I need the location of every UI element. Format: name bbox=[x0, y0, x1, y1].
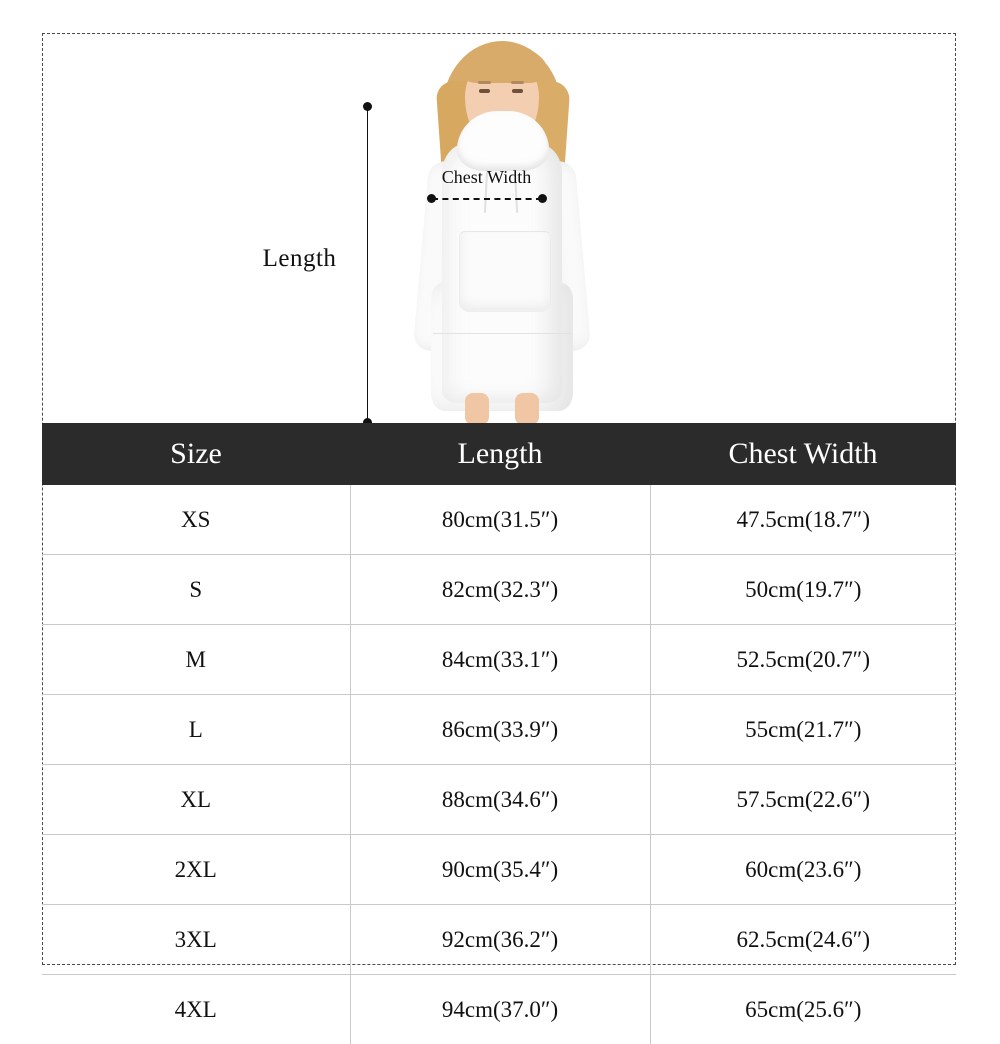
table-row bbox=[42, 555, 956, 625]
cell-chest-width: 47.5cm(18.7″) bbox=[650, 485, 956, 555]
hood-shape bbox=[457, 111, 549, 171]
table-row bbox=[42, 485, 956, 555]
cell-chest-width: 60cm(23.6″) bbox=[650, 835, 956, 905]
table-row bbox=[42, 835, 956, 905]
cell-chest-width: 65cm(25.6″) bbox=[650, 975, 956, 1044]
length-measure-label: Length bbox=[242, 245, 357, 273]
cell-length: 92cm(36.2″) bbox=[350, 905, 650, 975]
eyebrow-right bbox=[511, 81, 524, 84]
chest-endpoint-left-dot bbox=[427, 194, 436, 203]
cell-chest-width: 62.5cm(24.6″) bbox=[650, 905, 956, 975]
table-row bbox=[42, 765, 956, 835]
garment-illustration bbox=[42, 33, 956, 423]
column-header-size: Size bbox=[42, 423, 350, 485]
model-figure-image bbox=[387, 33, 617, 423]
cell-size: XL bbox=[42, 765, 350, 835]
column-header-length: Length bbox=[350, 423, 650, 485]
leg-left bbox=[465, 393, 489, 425]
leg-right bbox=[515, 393, 539, 425]
cell-length: 94cm(37.0″) bbox=[350, 975, 650, 1044]
length-measure-line bbox=[367, 106, 368, 426]
table-row bbox=[42, 625, 956, 695]
length-endpoint-top-dot bbox=[363, 102, 372, 111]
hair-fringe-shape bbox=[459, 47, 547, 83]
eye-right bbox=[512, 89, 523, 93]
kangaroo-pocket bbox=[459, 231, 551, 312]
table-row bbox=[42, 695, 956, 765]
cell-chest-width: 55cm(21.7″) bbox=[650, 695, 956, 765]
cell-size: 2XL bbox=[42, 835, 350, 905]
chest-width-measure-label: Chest Width bbox=[424, 167, 549, 188]
cell-size: M bbox=[42, 625, 350, 695]
hem-seam-line bbox=[433, 333, 571, 334]
cell-size: S bbox=[42, 555, 350, 625]
table-body bbox=[42, 485, 956, 1044]
cell-size: 3XL bbox=[42, 905, 350, 975]
eye-left bbox=[479, 89, 490, 93]
column-header-chest-width: Chest Width bbox=[650, 423, 956, 485]
cell-chest-width: 52.5cm(20.7″) bbox=[650, 625, 956, 695]
cell-length: 84cm(33.1″) bbox=[350, 625, 650, 695]
cell-length: 90cm(35.4″) bbox=[350, 835, 650, 905]
cell-chest-width: 50cm(19.7″) bbox=[650, 555, 956, 625]
cell-chest-width: 57.5cm(22.6″) bbox=[650, 765, 956, 835]
table-row bbox=[42, 975, 956, 1044]
table-row bbox=[42, 905, 956, 975]
chest-endpoint-right-dot bbox=[538, 194, 547, 203]
cell-size: 4XL bbox=[42, 975, 350, 1044]
cell-length: 88cm(34.6″) bbox=[350, 765, 650, 835]
cell-length: 82cm(32.3″) bbox=[350, 555, 650, 625]
table-header-row bbox=[42, 423, 956, 485]
size-measurement-table bbox=[42, 423, 956, 1044]
cell-length: 86cm(33.9″) bbox=[350, 695, 650, 765]
cell-size: L bbox=[42, 695, 350, 765]
eyebrow-left bbox=[478, 81, 491, 84]
chest-width-measure-line bbox=[432, 198, 542, 200]
cell-length: 80cm(31.5″) bbox=[350, 485, 650, 555]
cell-size: XS bbox=[42, 485, 350, 555]
